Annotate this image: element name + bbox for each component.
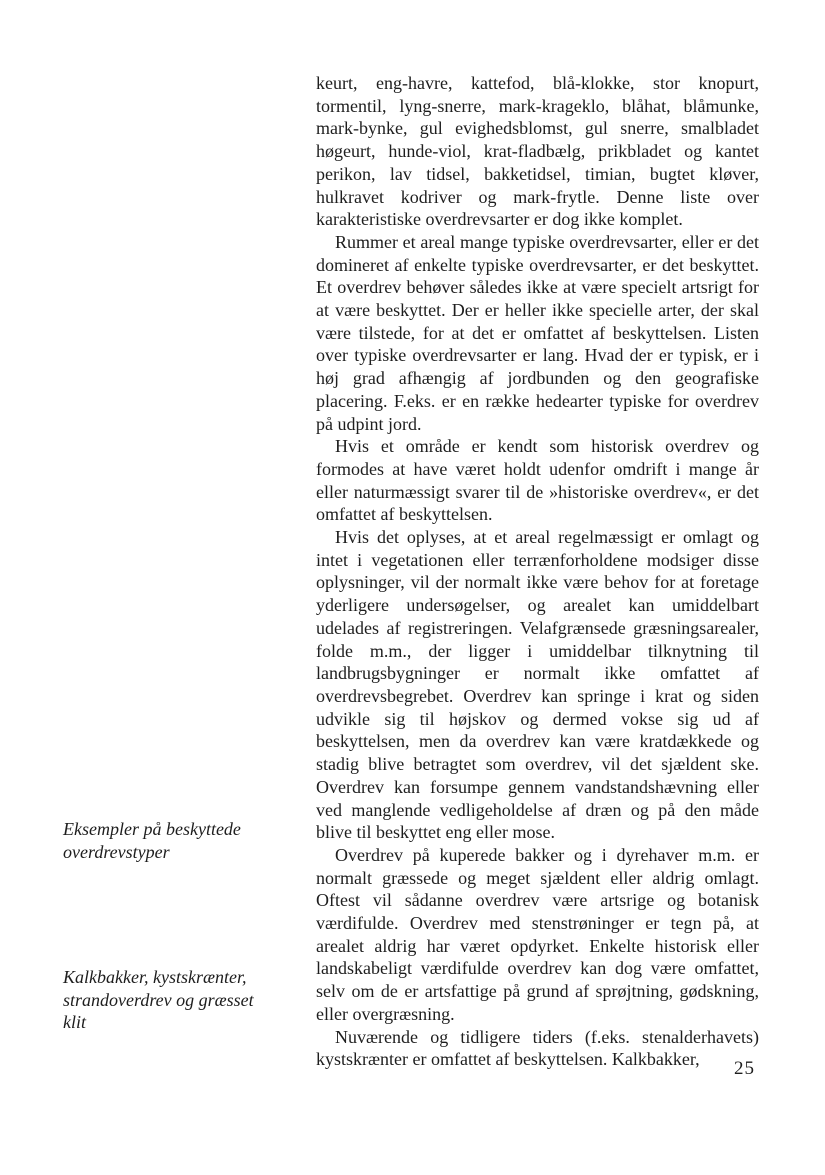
margin-note-line: strandoverdrev og græsset <box>63 989 254 1010</box>
margin-note-line: Eksempler på beskyttede <box>63 819 241 839</box>
paragraph-hilly-grassland: Overdrev på kuperede bakker og i dyrehaver m.m. er normalt græssede og meget sjældent eller aldrig omlagt. Oftest vil sådanne overdrev være artsrige og botanisk værdifulde. Overdrev med stenstrøninger er tegn på, at arealet aldrig har været opdyrket. Enkelte historisk eller landskabeligt værdifulde overdrev kan dog være omfattet, selv om de er artsfattige på grund af sprøjtning, gødskning, eller overgræsning. <box>316 844 759 1024</box>
margin-note-line: klit <box>63 1012 86 1033</box>
paragraph-historical-grassland: Hvis et område er kendt som historisk overdrev og formodes at have været holdt udenfor omdrift i mange år eller naturmæssigt svarer til de »historiske overdrev«, er det omfattet af beskyttelsen. <box>316 436 759 525</box>
paragraph-coastal-slopes: Nuværende og tidligere tiders (f.eks. stenalderhavets) kystskrænter er omfattet af beskyttelsen. Kalkbakker, <box>316 1026 759 1070</box>
body-text-column <box>316 72 759 1071</box>
paragraph-regular-cultivation: Hvis det oplyses, at et areal regelmæssigt er omlagt og intet i vegetationen eller terrænforholdene modsiger disse oplysninger, vil der normalt ikke være behov for at foretage yderligere undersøgelser, og arealet kan umiddelbart udelades af registreringen. Velafgrænsede græsningsarealer, folde m.m., der ligger i umiddelbar tilknytning til landbrugsbygninger er normalt ikke omfattet af overdrevsbegrebet. Overdrev kan springe i krat og siden udvikle sig til højskov og dermed vokse sig ud af beskyttelsen, men da overdrev kan være kratdækkede og stadig blive betragtet som overdrev, vil det sjældent ske. Overdrev kan forsumpe gennem vandstandshævning eller ved manglende vedligeholdelse af dræn og på den måde blive til beskyttet eng eller mose. <box>316 527 759 843</box>
margin-note-chalk-hills <box>63 966 283 1034</box>
margin-note-line: Kalkbakker, kystskrænter, <box>63 967 247 987</box>
paragraph-species-list: keurt, eng-havre, kattefod, blå-klokke, stor knopurt, tormentil, lyng-snerre, mark-krageklo, blåhat, blåmunke, mark-bynke, gul evighedsblomst, gul snerre, smalbladet høgeurt, hunde-viol, krat-fladbælg, prikbladet og kantet perikon, lav tidsel, bakketidsel, timian, bugtet kløver, hulkravet kodriver og mark-frytle. Denne liste over karakteristiske overdrevsarter er dog ikke komplet. <box>316 73 759 230</box>
margin-note-line: overdrevstyper <box>63 841 170 862</box>
paragraph-protection-criteria: Rummer et areal mange typiske overdrevsarter, eller er det domineret af enkelte typiske overdrevsarter, er det beskyttet. Et overdrev behøver således ikke at være specielt artsrigt for at være beskyttet. Der er heller ikke specielle arter, der skal være tilstede, for at det er omfattet af beskyttelsen. Listen over typiske overdrevsarter er lang. Hvad der er typisk, er i høj grad afhængig af jordbunden og den geografiske placering. F.eks. er en række hedearter typiske for overdrev på udpint jord. <box>316 231 759 434</box>
margin-note-protected-types <box>63 818 283 863</box>
page-number: 25 <box>734 1058 755 1079</box>
